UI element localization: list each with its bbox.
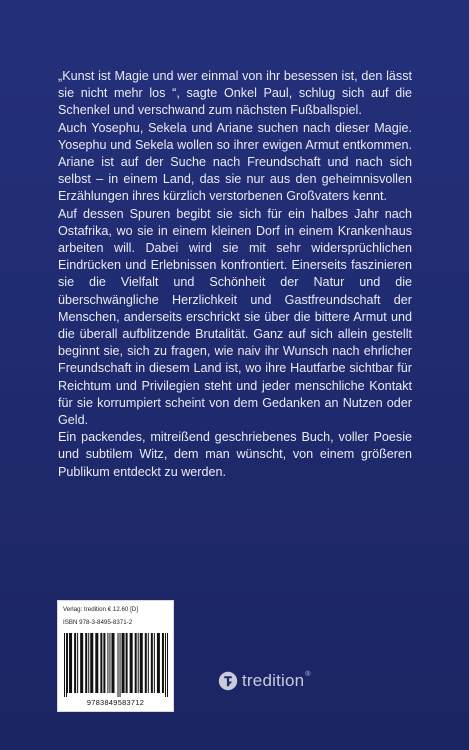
barcode-bar	[66, 633, 67, 697]
barcode-bar	[100, 633, 102, 693]
barcode-bar	[109, 633, 110, 693]
barcode-box	[57, 600, 174, 712]
barcode-bar	[140, 633, 143, 693]
publisher-name: tredition	[242, 671, 305, 690]
registered-mark: ®	[305, 671, 311, 678]
barcode-bar	[165, 633, 166, 697]
barcode-bar	[67, 633, 68, 693]
barcode-bar	[64, 633, 65, 697]
barcode-bar	[77, 633, 78, 693]
barcode-bar	[95, 633, 98, 693]
barcode-bar	[126, 633, 128, 693]
blurb-paragraph-review: Ein packendes, mitreißend geschriebenes Buch, voller Poesie und subtilem Witz, dem man wünscht, von einem größeren Publikum entdeckt zu werden.	[58, 430, 412, 479]
barcode-bar	[90, 633, 93, 693]
barcode-bar	[138, 633, 139, 693]
publisher-logo	[218, 670, 310, 692]
barcode-bar	[74, 633, 76, 693]
barcode-bar	[151, 633, 153, 693]
blurb-paragraph-quote: „Kunst ist Magie und wer einmal von ihr besessen ist, den lässt sie nicht mehr los “, sagte Onkel Paul, schlug sich auf die Schenkel und verschwand zum nächsten Fußballspiel.	[58, 69, 412, 118]
barcode-bar	[135, 633, 137, 693]
barcode-bar	[162, 633, 164, 693]
barcode-bar	[118, 633, 119, 697]
tredition-logo-icon	[218, 671, 238, 691]
barcode-bar	[148, 633, 149, 693]
blurb-text	[58, 68, 412, 481]
barcode-bar	[103, 633, 105, 693]
barcode-bar	[69, 633, 72, 693]
barcode-bar	[154, 633, 155, 693]
barcode-bar	[85, 633, 87, 693]
barcode-bar	[167, 633, 168, 697]
barcode-bar	[130, 633, 133, 693]
barcode-bar	[111, 633, 114, 693]
barcode-bar	[145, 633, 147, 693]
barcode-bar	[80, 633, 83, 693]
publisher-price-line: Verlag: tredition € 12.60 [D]	[63, 606, 138, 613]
barcode-bar	[157, 633, 160, 693]
blurb-paragraph-characters: Auch Yosephu, Sekela und Ariane suchen nach dieser Magie. Yosephu und Sekela wollen so ihrer ewigen Armut entkommen. Ariane ist auf der Suche nach Freundschaft und nach sich selbst – in einem Land, das sie nur aus den geheimnisvollen Erzählungen ihres kürzlich verstorbenen Großvaters kennt.	[58, 120, 412, 204]
barcode-bar	[120, 633, 121, 697]
blurb-paragraph-plot: Auf dessen Spuren begibt sie sich für ein halbes Jahr nach Ostafrika, wo sie in einem kleinen Dorf in einem Krankenhaus arbeiten will. Dabei wird sie mit sehr widersprüchlichen Eindrücken und Erlebnissen konfrontiert. Einerseits faszinieren sie die Vielfalt und Schönheit der Natur und die überschwängliche Herzlichkeit und Gastfreundschaft der Menschen, anderseits erschrickt sie über die bittere Armut und die überall aufblitzende Brutalität. Ganz auf sich allein gestellt beginnt sie, sich zu fragen, wie naiv ihr Wunsch nach ehrlicher Freundschaft in diesem Land ist, wo ihre Hautfarbe sichtbar für Reichtum und Privilegien steht und jeder menschliche Kontakt für sie korrumpiert scheint von dem Gedanken an Nutzen oder Geld.	[58, 206, 412, 428]
isbn-line: ISBN 978-3-8495-8371-2	[63, 619, 133, 626]
barcode-bar	[122, 633, 125, 693]
barcode-number: 9783849583712	[86, 698, 145, 707]
barcode-bar	[88, 633, 89, 693]
barcode-bars	[64, 633, 168, 697]
barcode-bar	[107, 633, 108, 693]
